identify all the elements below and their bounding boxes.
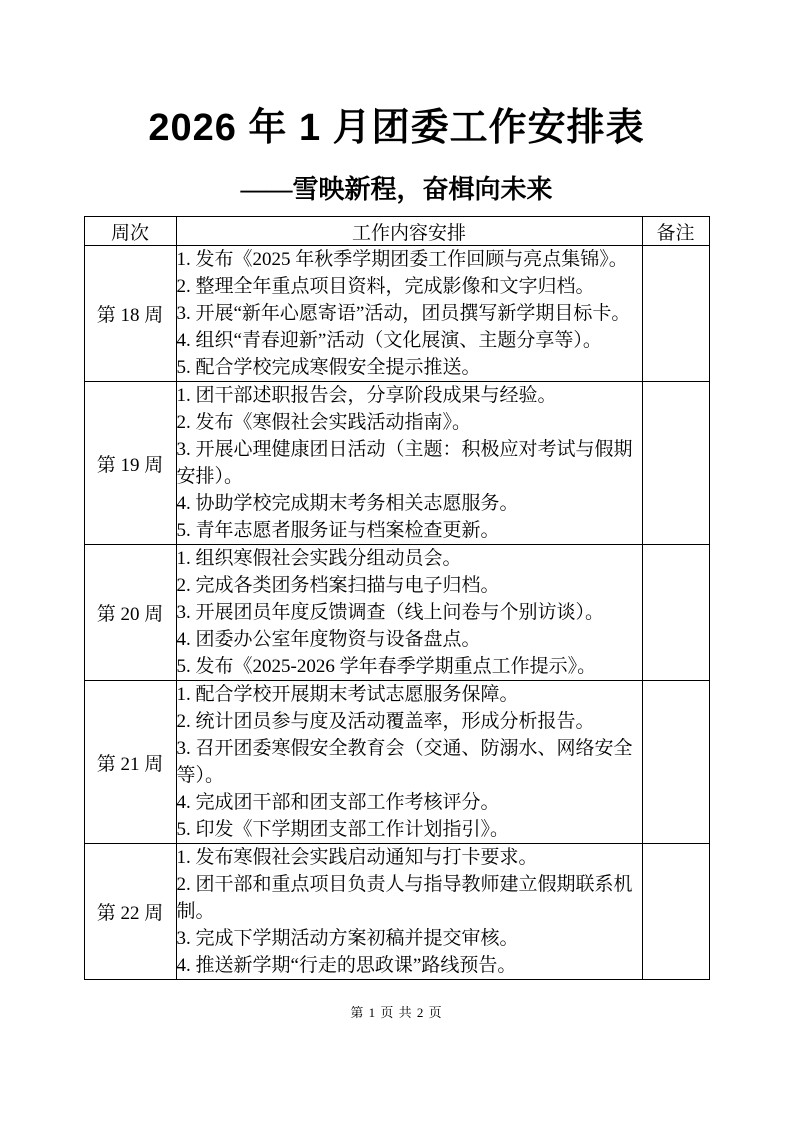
week-label: 第 19 周 <box>84 382 176 545</box>
table-row-week-19 <box>84 382 709 545</box>
task-item: 5. 发布《2025-2026 学年春季学期重点工作提示》。 <box>176 656 597 677</box>
task-item: 5. 印发《下学期团支部工作计划指引》。 <box>176 819 510 840</box>
week-label: 第 22 周 <box>84 844 176 980</box>
remark-cell <box>642 844 709 980</box>
task-item: 3. 完成下学期活动方案初稿并提交审核。 <box>176 928 519 949</box>
table-row-week-18 <box>84 246 709 382</box>
task-item: 5. 青年志愿者服务证与档案检查更新。 <box>176 520 500 541</box>
remark-cell <box>642 382 709 545</box>
col-header-week: 周次 <box>84 217 176 246</box>
tasks-cell <box>176 681 642 844</box>
schedule-table <box>84 216 710 980</box>
col-header-content: 工作内容安排 <box>176 217 642 246</box>
table-row-week-20 <box>84 545 709 681</box>
page-number: 第 1 页 共 2 页 <box>350 1005 443 1020</box>
task-item: 4. 组织“青春迎新”活动（文化展演、主题分享等）。 <box>176 330 602 351</box>
task-item: 1. 配合学校开展期末考试志愿服务保障。 <box>176 684 519 705</box>
week-label: 第 18 周 <box>84 246 176 382</box>
week-label: 第 20 周 <box>84 545 176 681</box>
task-item: 2. 团干部和重点项目负责人与指导教师建立假期联系机制。 <box>176 874 633 922</box>
task-item: 3. 开展“新年心愿寄语”活动，团员撰写新学期目标卡。 <box>176 303 631 324</box>
task-item: 2. 整理全年重点项目资料，完成影像和文字归档。 <box>176 276 595 297</box>
task-item: 2. 发布《寒假社会实践活动指南》。 <box>176 412 472 433</box>
remark-cell <box>642 545 709 681</box>
table-row-week-21 <box>84 681 709 844</box>
table-row-week-22 <box>84 844 709 980</box>
task-item: 3. 开展心理健康团日活动（主题：积极应对考试与假期安排）。 <box>176 439 633 487</box>
document-title: 2026 年 1 月团委工作安排表 <box>148 107 645 149</box>
col-header-remark: 备注 <box>642 217 709 246</box>
tasks-cell <box>176 382 642 545</box>
tasks-cell <box>176 545 642 681</box>
task-item: 3. 召开团委寒假安全教育会（交通、防溺水、网络安全等）。 <box>176 738 633 786</box>
task-item: 2. 完成各类团务档案扫描与电子归档。 <box>176 575 500 596</box>
document-subtitle: ——雪映新程，奋楫向未来 <box>240 175 553 204</box>
task-item: 4. 协助学校完成期末考务相关志愿服务。 <box>176 493 519 514</box>
task-item: 1. 组织寒假社会实践分组动员会。 <box>176 548 462 569</box>
task-item: 1. 发布寒假社会实践启动通知与打卡要求。 <box>176 847 538 868</box>
tasks-cell <box>176 246 642 382</box>
task-item: 4. 推送新学期“行走的思政课”路线预告。 <box>176 955 517 976</box>
table-header-row <box>84 217 709 246</box>
task-item: 4. 团委办公室年度物资与设备盘点。 <box>176 629 481 650</box>
task-item: 2. 统计团员参与度及活动覆盖率，形成分析报告。 <box>176 711 595 732</box>
task-item: 3. 开展团员年度反馈调查（线上问卷与个别访谈）。 <box>176 602 605 623</box>
task-item: 1. 团干部述职报告会，分享阶段成果与经验。 <box>176 385 557 406</box>
week-label: 第 21 周 <box>84 681 176 844</box>
remark-cell <box>642 246 709 382</box>
task-item: 5. 配合学校完成寒假安全提示推送。 <box>176 357 481 378</box>
task-item: 4. 完成团干部和团支部工作考核评分。 <box>176 792 500 813</box>
tasks-cell <box>176 844 642 980</box>
remark-cell <box>642 681 709 844</box>
task-item: 1. 发布《2025 年秋季学期团委工作回顾与亮点集锦》。 <box>176 249 628 270</box>
